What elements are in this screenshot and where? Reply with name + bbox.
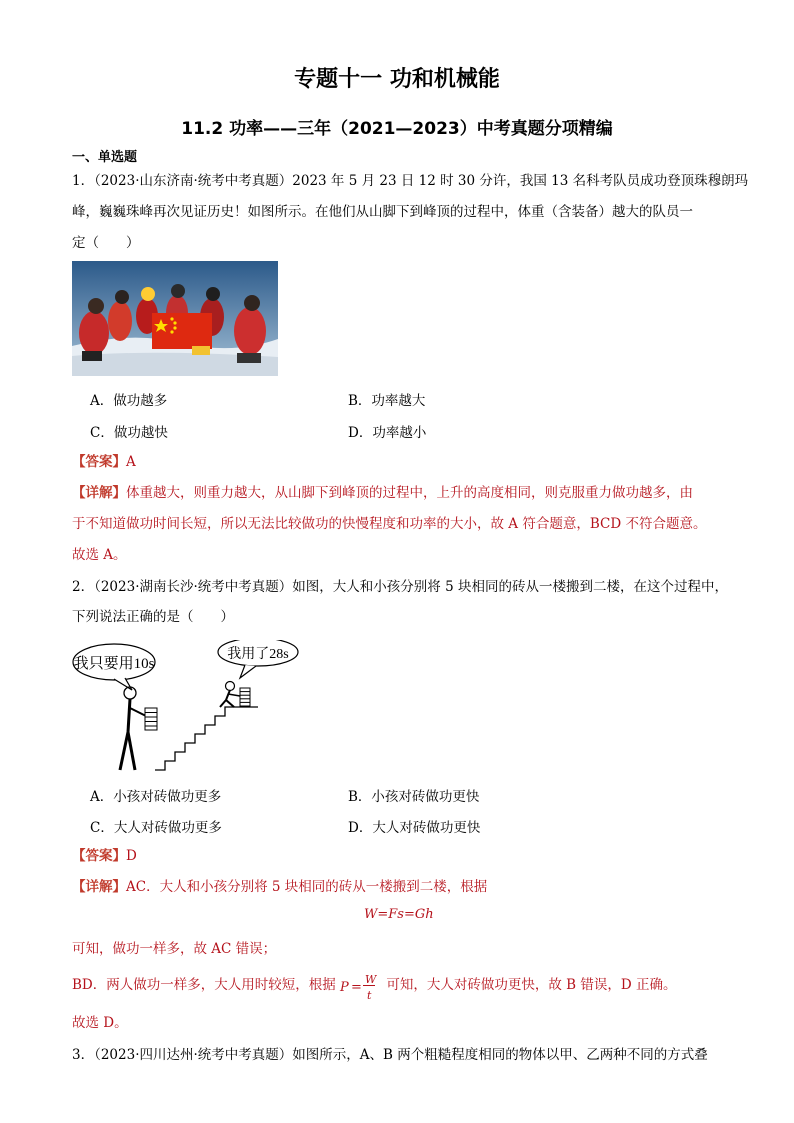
child-speech-text: 我用了28s	[227, 647, 289, 662]
detail-label: 【详解】	[72, 879, 126, 895]
q2-option-b: B．小孩对砖做功更快	[348, 789, 480, 805]
answer-value: A	[126, 454, 136, 470]
fraction-denominator: t	[367, 988, 372, 1002]
page-title: 专题十一 功和机械能	[294, 67, 500, 92]
q1-choose: 故选 A。	[72, 547, 127, 563]
q1-line-3: 定（ ）	[72, 235, 140, 251]
q1-option-c: C．做功越快	[90, 425, 168, 441]
detail-label: 【详解】	[72, 485, 126, 501]
detail-text: 体重越大，则重力越大，从山脚下到峰顶的过程中，上升的高度相同，则克服重力做功越多，由	[126, 485, 693, 501]
fraction-numerator: W	[365, 972, 377, 986]
q2-option-d: D．大人对砖做功更快	[348, 820, 481, 836]
power-formula: P = W t	[340, 976, 382, 996]
q2-answer	[72, 846, 137, 866]
q2-detail-2: 可知，做功一样多，故 AC 错误；	[72, 941, 277, 957]
q1-option-b: B．功率越大	[348, 393, 426, 409]
section-heading: 一、单选题	[72, 150, 138, 165]
detail-3-post: 可知，大人对砖做功更快，故 B 错误，D 正确。	[386, 977, 677, 993]
q2-choose: 故选 D。	[72, 1015, 128, 1031]
answer-label: 【答案】	[72, 454, 126, 470]
q2-option-c: C．大人对砖做功更多	[90, 820, 222, 836]
q2-option-a: A．小孩对砖做功更多	[90, 789, 222, 805]
everest-team-photo	[72, 261, 278, 376]
stairs-diagram	[70, 640, 310, 775]
page-subtitle: 11.2 功率——三年（2021—2023）中考真题分项精编	[181, 119, 613, 139]
q1-option-a: A．做功越多	[90, 393, 168, 409]
q2-line-1: 2．（2023·湖南长沙·统考中考真题）如图，大人和小孩分别将 5 块相同的砖从一楼搬到二楼，在这个过程中，	[72, 579, 728, 595]
q1-line-1: 1．（2023·山东济南·统考中考真题）2023 年 5 月 23 日 12 时 30 分许，我国 13 名科考队员成功登顶珠穆朗玛	[72, 173, 749, 189]
q2-detail-3	[72, 972, 677, 1002]
q1-line-2: 峰，巍巍珠峰再次见证历史！如图所示。在他们从山脚下到峰顶的过程中，体重（含装备）越大的队员一	[72, 204, 693, 220]
detail-text: AC．大人和小孩分别将 5 块相同的砖从一楼搬到二楼，根据	[126, 879, 488, 895]
q2-detail-1	[72, 877, 487, 897]
q1-detail-2: 于不知道做功时间长短，所以无法比较做功的快慢程度和功率的大小，故 A 符合题意，BCD 不符合题意。	[72, 516, 707, 532]
q3-line-1: 3．（2023·四川达州·统考中考真题）如图所示，A、B 两个粗糙程度相同的物体以甲、乙两种不同的方式叠	[72, 1047, 708, 1063]
answer-label: 【答案】	[72, 848, 126, 864]
q1-detail-1	[72, 483, 693, 503]
q2-line-2: 下列说法正确的是（ ）	[72, 609, 234, 625]
answer-value: D	[126, 848, 137, 864]
q1-option-d: D．功率越小	[348, 425, 427, 441]
detail-3-pre: BD．两人做功一样多，大人用时较短，根据	[72, 977, 336, 993]
power-symbol: P	[340, 979, 349, 995]
adult-speech-text: 我只要用10s	[73, 656, 155, 672]
q1-answer	[72, 452, 136, 472]
work-formula: W=Fs=Gh	[364, 907, 434, 922]
